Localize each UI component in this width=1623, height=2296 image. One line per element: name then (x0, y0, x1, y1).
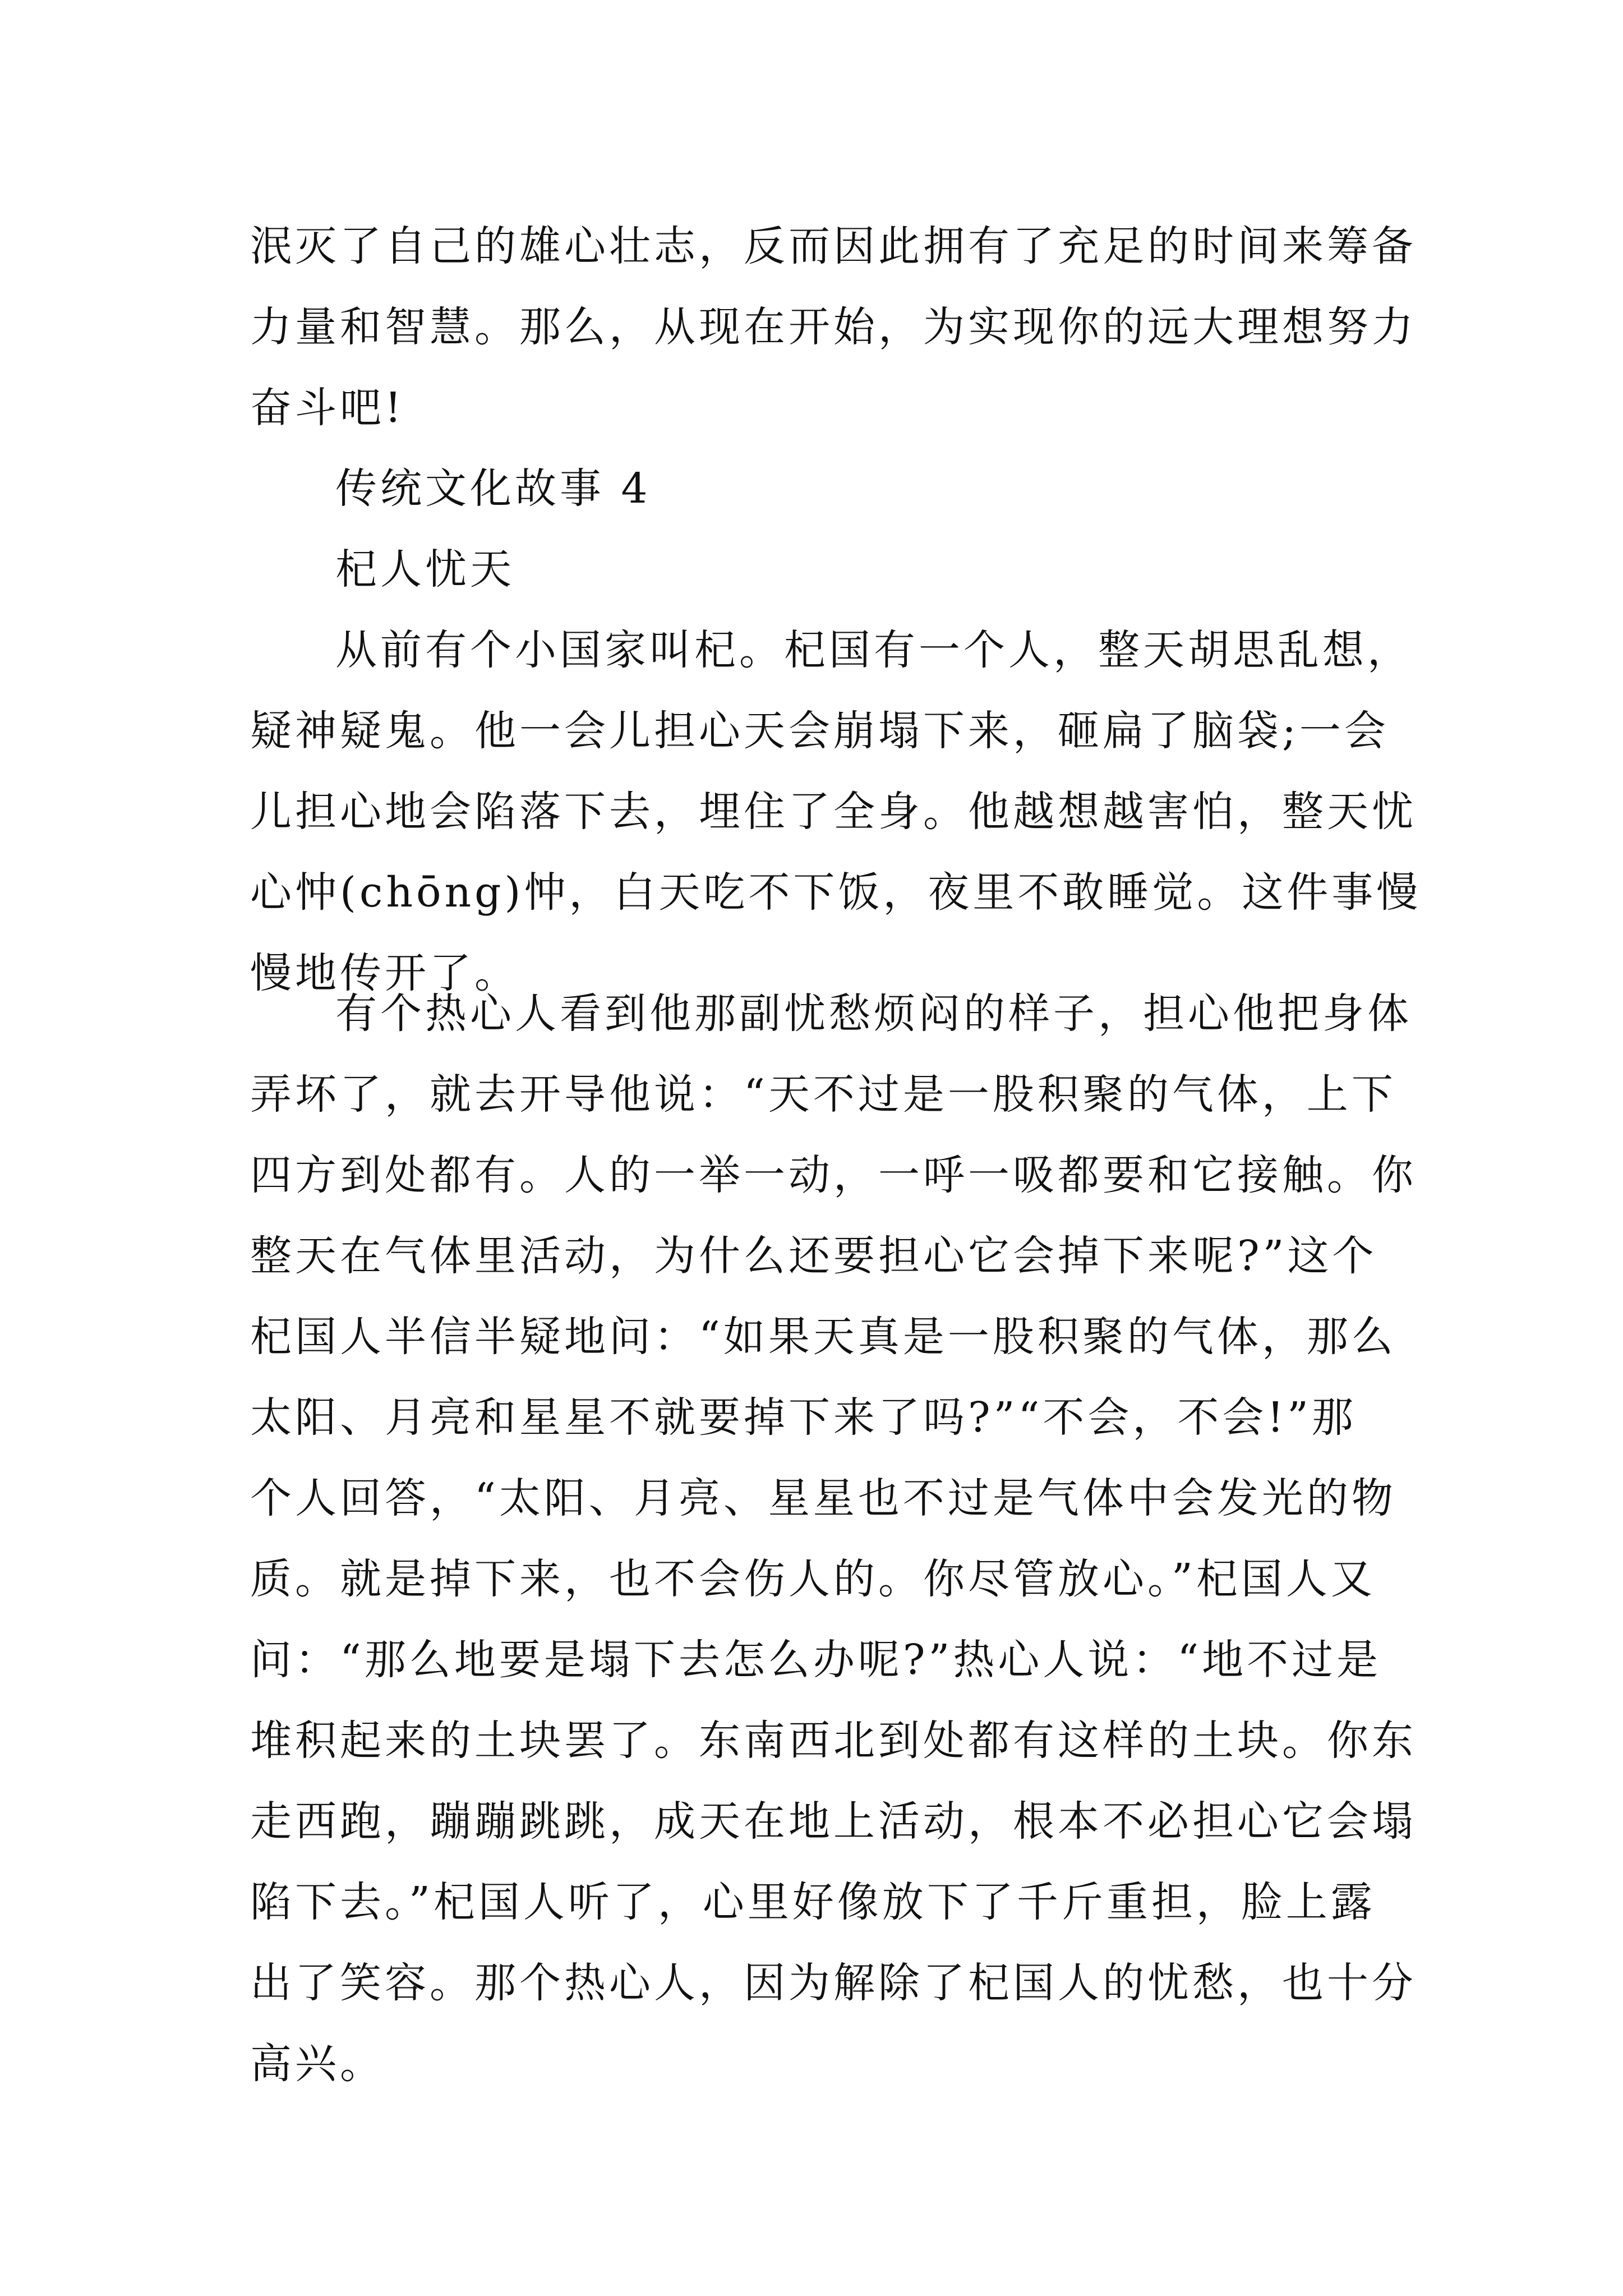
text-line: 质。就是掉下来，也不会伤人的。你尽管放心。”杞国人又 (250, 1555, 1376, 1603)
text-line: 心忡(chōng)忡，白天吃不下饭，夜里不敢睡觉。这件事慢 (250, 868, 1422, 917)
text-line: 从前有个小国家叫杞。杞国有一个人，整天胡思乱想， (335, 626, 1412, 674)
story-title: 杞人忧天 (335, 545, 515, 593)
story-paragraph-2 (250, 973, 1417, 2104)
text-line: 走西跑，蹦蹦跳跳，成天在地上活动，根本不必担心它会塌 (250, 1797, 1417, 1846)
text-line: 奋斗吧! (250, 384, 405, 432)
text-line: 弄坏了，就去开导他说：“天不过是一股积聚的气体，上下 (250, 1070, 1396, 1119)
text-line: 个人回答，“太阳、月亮、星星也不过是气体中会发光的物 (250, 1474, 1396, 1522)
text-line: 有个热心人看到他那副忧愁烦闷的样子，担心他把身体 (335, 990, 1412, 1038)
text-line: 四方到处都有。人的一举一动，一呼一吸都要和它接触。你 (250, 1151, 1417, 1199)
text-line: 杞国人半信半疑地问：“如果天真是一股积聚的气体，那么 (250, 1313, 1396, 1361)
intro-paragraph (250, 206, 1417, 448)
story-heading (250, 448, 1382, 610)
text-line: 出了笑容。那个热心人，因为解除了杞国人的忧愁，也十分 (250, 1959, 1417, 2007)
text-line: 太阳、月亮和星星不就要掉下来了吗?”“不会，不会!”那 (250, 1393, 1357, 1442)
text-line: 堆积起来的土块罢了。东南西北到处都有这样的土块。你东 (250, 1717, 1417, 1765)
text-line: 高兴。 (250, 2040, 385, 2088)
text-line: 慢地传开了。 (250, 949, 519, 997)
text-line: 问：“那么地要是塌下去怎么办呢?”热心人说：“地不过是 (250, 1636, 1382, 1684)
text-line: 力量和智慧。那么，从现在开始，为实现你的远大理想努力 (250, 303, 1417, 351)
section-label: 传统文化故事 4 (335, 464, 651, 513)
text-line: 陷下去。”杞国人听了，心里好像放下了千斤重担，脸上露 (250, 1878, 1376, 1926)
text-line: 疑神疑鬼。他一会儿担心天会崩塌下来，砸扁了脑袋;一会 (250, 707, 1389, 755)
text-line: 泯灭了自己的雄心壮志，反而因此拥有了充足的时间来筹备 (250, 222, 1417, 270)
text-line: 儿担心地会陷落下去，埋住了全身。他越想越害怕，整天忧 (250, 788, 1417, 836)
text-line: 整天在气体里活动，为什么还要担心它会掉下来呢?”这个 (250, 1232, 1377, 1280)
